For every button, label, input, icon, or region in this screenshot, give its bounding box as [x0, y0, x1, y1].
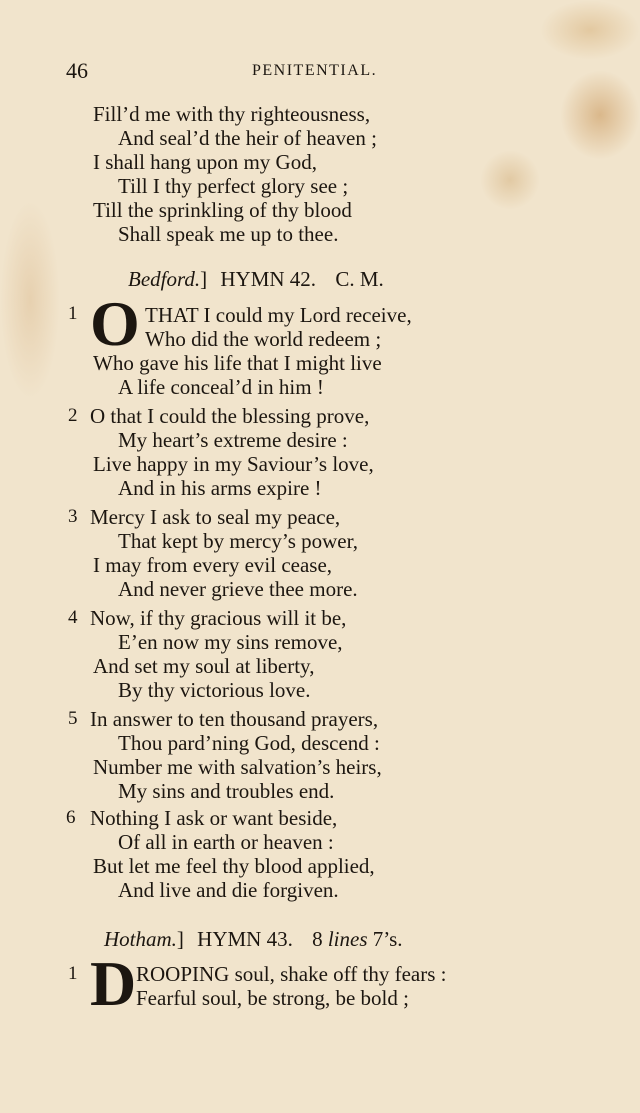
- bracket: ]: [176, 927, 184, 951]
- drop-cap: D: [90, 948, 137, 1019]
- stanza-number: 3: [68, 506, 78, 527]
- verse-line: E’en now my sins remove,: [118, 630, 343, 654]
- hymn-meter-count: 8: [312, 927, 323, 951]
- verse-line: THAT I could my Lord receive,: [145, 303, 412, 327]
- paper-stain: [480, 150, 540, 210]
- verse-line: And seal’d the heir of heaven ;: [118, 126, 377, 150]
- running-header: [66, 58, 576, 88]
- verse-line: By thy victorious love.: [118, 678, 311, 702]
- verse-line: And set my soul at liberty,: [93, 654, 315, 678]
- verse-line: Till the sprinkling of thy blood: [93, 198, 352, 222]
- verse-line: Who gave his life that I might live: [93, 351, 382, 375]
- verse-line: I shall hang upon my God,: [93, 150, 317, 174]
- stanza-number: 5: [68, 708, 78, 729]
- verse-line: And in his arms expire !: [118, 476, 322, 500]
- verse-line: Live happy in my Saviour’s love,: [93, 452, 374, 476]
- verse-line: My heart’s extreme desire :: [118, 428, 348, 452]
- page-number: 46: [66, 58, 88, 83]
- hymn-meter-lines: lines: [327, 927, 368, 951]
- verse-line: And never grieve thee more.: [118, 577, 358, 601]
- hymn-43-heading: [104, 926, 403, 952]
- hymn-meter-syllables: 7’s.: [372, 927, 403, 951]
- verse-line: Shall speak me up to thee.: [118, 222, 339, 246]
- verse-line: O that I could the blessing prove,: [90, 404, 370, 428]
- verse-line: And live and die forgiven.: [118, 878, 339, 902]
- verse-line: Who did the world redeem ;: [145, 327, 382, 351]
- hymn-meter: C. M.: [335, 267, 384, 291]
- verse-line: Mercy I ask to seal my peace,: [90, 505, 341, 529]
- bracket: ]: [200, 267, 208, 291]
- verse-line: Of all in earth or heaven :: [118, 830, 334, 854]
- running-head-title: PENITENTIAL.: [252, 62, 378, 79]
- stanza-number: 2: [68, 405, 78, 426]
- verse-line: In answer to ten thousand prayers,: [90, 707, 379, 731]
- stanza-number: 6: [66, 807, 76, 828]
- verse-line: But let me feel thy blood applied,: [93, 854, 375, 878]
- verse-line: ROOPING soul, shake off thy fears :: [136, 962, 447, 986]
- paper-stain: [0, 200, 60, 400]
- drop-cap: O: [90, 288, 140, 359]
- verse-line: I may from every evil cease,: [93, 553, 333, 577]
- verse-line: Number me with salvation’s heirs,: [93, 755, 382, 779]
- verse-line: That kept by mercy’s power,: [118, 529, 359, 553]
- tune-name: Hotham.: [104, 927, 177, 951]
- verse-line: A life conceal’d in him !: [118, 375, 324, 399]
- stanza-number: 4: [68, 607, 78, 628]
- hymn-42-heading: [128, 266, 384, 292]
- verse-line: Till I thy perfect glory see ;: [118, 174, 349, 198]
- tune-name: Bedford.: [128, 267, 201, 291]
- stanza-number: 1: [68, 963, 78, 984]
- verse-line: Now, if thy gracious will it be,: [90, 606, 347, 630]
- stanza-number: 1: [68, 303, 78, 324]
- hymn-label: HYMN 42.: [220, 267, 317, 291]
- paper-stain: [540, 0, 640, 60]
- hymn-label: HYMN 43.: [197, 927, 293, 951]
- verse-line: Fill’d me with thy righteousness,: [93, 102, 371, 126]
- verse-line: Thou pard’ning God, descend :: [118, 731, 380, 755]
- verse-line: Fearful soul, be strong, be bold ;: [136, 986, 409, 1010]
- verse-line: My sins and troubles end.: [118, 779, 335, 803]
- verse-line: Nothing I ask or want beside,: [90, 806, 338, 830]
